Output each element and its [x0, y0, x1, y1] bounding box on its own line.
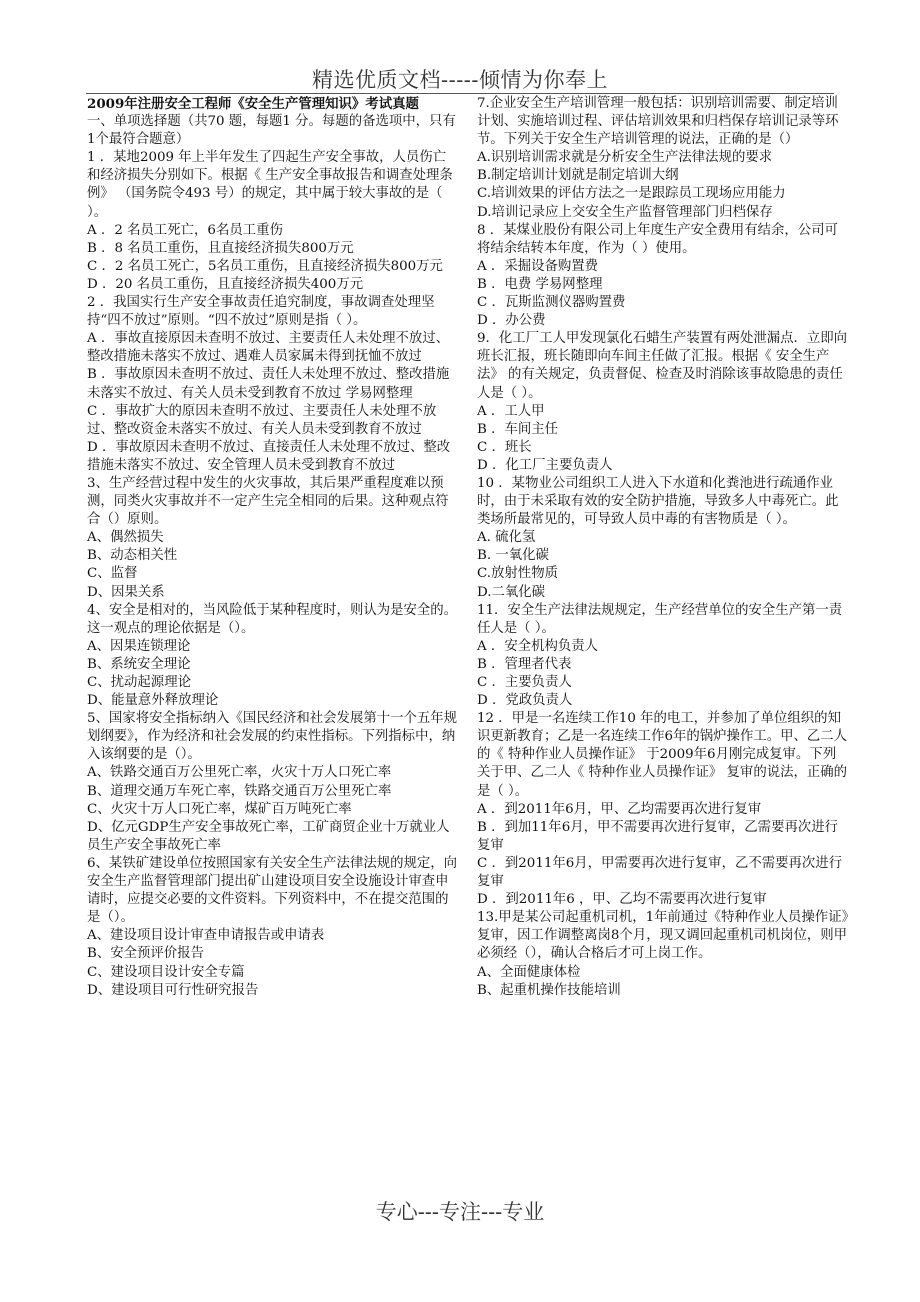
question-text: B ．管理者代表: [477, 656, 572, 672]
question-text: A ．2 名员工死亡，6名员工重伤: [87, 222, 283, 238]
question-text: C.放射性物质: [477, 566, 558, 582]
question-text: 6、某铁矿建设单位按照国家有关安全生产法律法规的规定，向安全生产监督管理部门提出矿山建设项目安全设施设计审查申请时，应提交必要的文件资料。下列资料中，不在提交范围的是（）。: [87, 855, 458, 926]
question-text: B ．电费 学易网整理: [477, 276, 603, 292]
question-text: 4、安全是相对的，当风险低于某种程度时，则认为是安全的。这一观点的理论依据是（）。: [87, 602, 458, 636]
left-column: [87, 95, 459, 1000]
header-divider: [86, 93, 834, 94]
question-text: B、起重机操作技能培训: [477, 982, 621, 998]
question-text: D ．20 名员工重伤，且直接经济损失400万元: [87, 276, 364, 292]
question-text: D ．到2011年6 ，甲、乙均不需要再次进行复审: [477, 892, 767, 908]
question-text: 一、单项选择题（共70 题，每题1 分。每题的备选项中，只有1个最符合题意）: [87, 114, 456, 148]
question-text: D、能量意外释放理论: [87, 693, 219, 709]
question-text: A ．工人甲: [477, 403, 545, 419]
question-text: 7.企业安全生产培训管理一般包括：识别培训需要、制定培训计划、实施培训过程、评估培训效果和归档保存培训记录等环节。下列关于安全生产培训管理的说法，正确的是（）: [477, 96, 839, 148]
right-column: [477, 95, 849, 1000]
question-text: C ．主要负责人: [477, 675, 572, 690]
question-text: A ．到2011年6月，甲、乙均需要再次进行复审: [477, 801, 762, 817]
question-text: C、火灾十万人口死亡率，煤矿百万吨死亡率: [87, 801, 352, 817]
question-text: D ．办公费: [477, 313, 546, 329]
question-text: 8 ．某煤业股份有限公司上年度生产安全费用有结余，公司可将结余结转本年度，作为（ ）使用。: [477, 222, 838, 256]
document-title: 2009年注册安全工程师《安全生产管理知识》考试真题: [87, 96, 419, 112]
question-text: C、监督: [87, 566, 138, 582]
question-text: C ．事故扩大的原因未查明不放过、主要责任人未处理不放过、整改资金未落实不放过、有关人员未受到教育不放过: [87, 403, 437, 437]
question-text: A、铁路交通百万公里死亡率，火灾十万人口死亡率: [87, 765, 392, 781]
question-text: A. 硫化氢: [477, 530, 536, 546]
question-text: B、道理交通万车死亡率，铁路交通百万公里死亡率: [87, 783, 392, 799]
question-text: 1 ．某地2009 年上半年发生了四起生产安全事故，人员伤亡和经济损失分别如下。根据《 生产安全事故报告和调查处理条例》 （国务院令493 号）的规定，其中属于较大事故的是（ ）。: [87, 150, 453, 220]
question-text: B.制定培训计划就是制定培训大纲: [477, 168, 679, 184]
question-text: B ．8 名员工重伤，且直接经济损失800万元: [87, 240, 354, 256]
question-text: D、因果关系: [87, 584, 165, 600]
question-text: A ．采掘设备购置费: [477, 258, 599, 274]
question-text: B、动态相关性: [87, 548, 178, 564]
question-text: C、建设项目设计安全专篇: [87, 964, 245, 980]
question-text: C ．到2011年6月，甲需要再次进行复审，乙不需要再次进行复审: [477, 855, 843, 890]
question-text: 5、国家将安全指标纳入《国民经济和社会发展第十一个五年规划纲要》，作为经济和社会发展的约束性指标。下列指标中，纳入该纲要的是（）。: [87, 711, 458, 763]
question-text: C ．瓦斯监测仪器购置费: [477, 295, 626, 311]
question-text: D、建设项目可行性研究报告: [87, 982, 259, 998]
page-header: 精选优质文档-----倾情为你奉上: [312, 68, 608, 92]
question-text: C ．班长: [477, 439, 532, 455]
question-text: B、系统安全理论: [87, 656, 191, 672]
question-text: D ．事故原因未查明不放过、直接责任人未处理不放过、整改措施未落实不放过、安全管理人员未受到教育不放过: [87, 439, 451, 473]
question-text: D.二氧化碳: [477, 584, 546, 600]
question-text: 13.甲是某公司起重机司机，1年前通过《特种作业人员操作证》复审，因工作调整离岗8个月，现又调回起重机司机岗位，则甲必须经（），确认合格后才可上岗工作。: [477, 910, 849, 962]
question-text: 9．化工厂工人甲发现氯化石蜡生产装置有两处泄漏点．立即向班长汇报，班长随即向车间主任做了汇报。根据《 安全生产法》 的有关规定，负责督促、检查及时消除该事故隐患的责任人是（ ）。: [477, 331, 848, 401]
page-footer: 专心---专注---专业: [375, 1200, 545, 1224]
question-text: C、扰动起源理论: [87, 675, 191, 690]
question-text: 2 ．我国实行生产安全事故责任追究制度，事故调查处理坚持“四不放过”原则。“四不放过”原则是指（ ）。: [87, 295, 435, 329]
question-text: A、全面健康体检: [477, 964, 581, 980]
question-text: A.识别培训需求就是分析安全生产法律法规的要求: [477, 150, 773, 166]
question-text: 11．安全生产法律法规规定，生产经营单位的安全生产第一责任人是（ ）。: [477, 602, 843, 636]
question-text: B. 一氧化碳: [477, 548, 549, 564]
question-text: A、偶然损失: [87, 530, 164, 546]
question-text: 12 ．甲是一名连续工作10 年的电工，并参加了单位组织的知识更新教育；乙是一名连续工作6年的锅炉操作工。甲、乙二人的《 特种作业人员操作证》 于2009年6月刚完成复审。下列关于甲、乙二人《 特种作业人员操作证》 复审的说法，正确的是（ ）。: [477, 711, 848, 799]
question-text: B、安全预评价报告: [87, 946, 204, 962]
question-text: D、亿元GDP生产安全事故死亡率，工矿商贸企业十万就业人员生产安全事故死亡率: [87, 819, 450, 853]
question-text: 3、生产经营过程中发生的火灾事故，其后果严重程度难以预测，同类火灾事故并不一定产生完全相同的后果。这种观点符合（）原则。: [87, 475, 449, 528]
question-text: A ．安全机构负责人: [477, 638, 599, 654]
question-text: B ．到加11年6月，甲不需要再次进行复审，乙需要再次进行复审: [477, 819, 839, 853]
question-text: D.培训记录应上交安全生产监督管理部门归档保存: [477, 204, 773, 220]
question-text: B ．事故原因未查明不放过、责任人未处理不放过、整改措施未落实不放过、有关人员未受到教育不放过 学易网整理: [87, 367, 450, 401]
question-text: A、因果连锁理论: [87, 638, 191, 654]
question-text: A ．事故直接原因未查明不放过、主要责任人未处理不放过、整改措施未落实不放过、遇难人员家属未得到抚恤不放过: [87, 331, 450, 365]
question-text: D ．党政负责人: [477, 693, 573, 709]
question-text: B ．车间主任: [477, 421, 559, 437]
question-text: C ．2 名员工死亡，5名员工重伤，且直接经济损失800万元: [87, 258, 443, 274]
question-text: C.培训效果的评估方法之一是跟踪员工现场应用能力: [477, 186, 786, 202]
question-text: D ．化工厂主要负责人: [477, 457, 613, 473]
question-text: 10 ．某物业公司组织工人进入下水道和化粪池进行疏通作业时，由于未采取有效的安全防护措施，导致多人中毒死亡。此类场所最常见的，可导致人员中毒的有害物质是（ ）。: [477, 475, 839, 528]
question-text: A、建设项目设计审查申请报告或申请表: [87, 928, 325, 944]
